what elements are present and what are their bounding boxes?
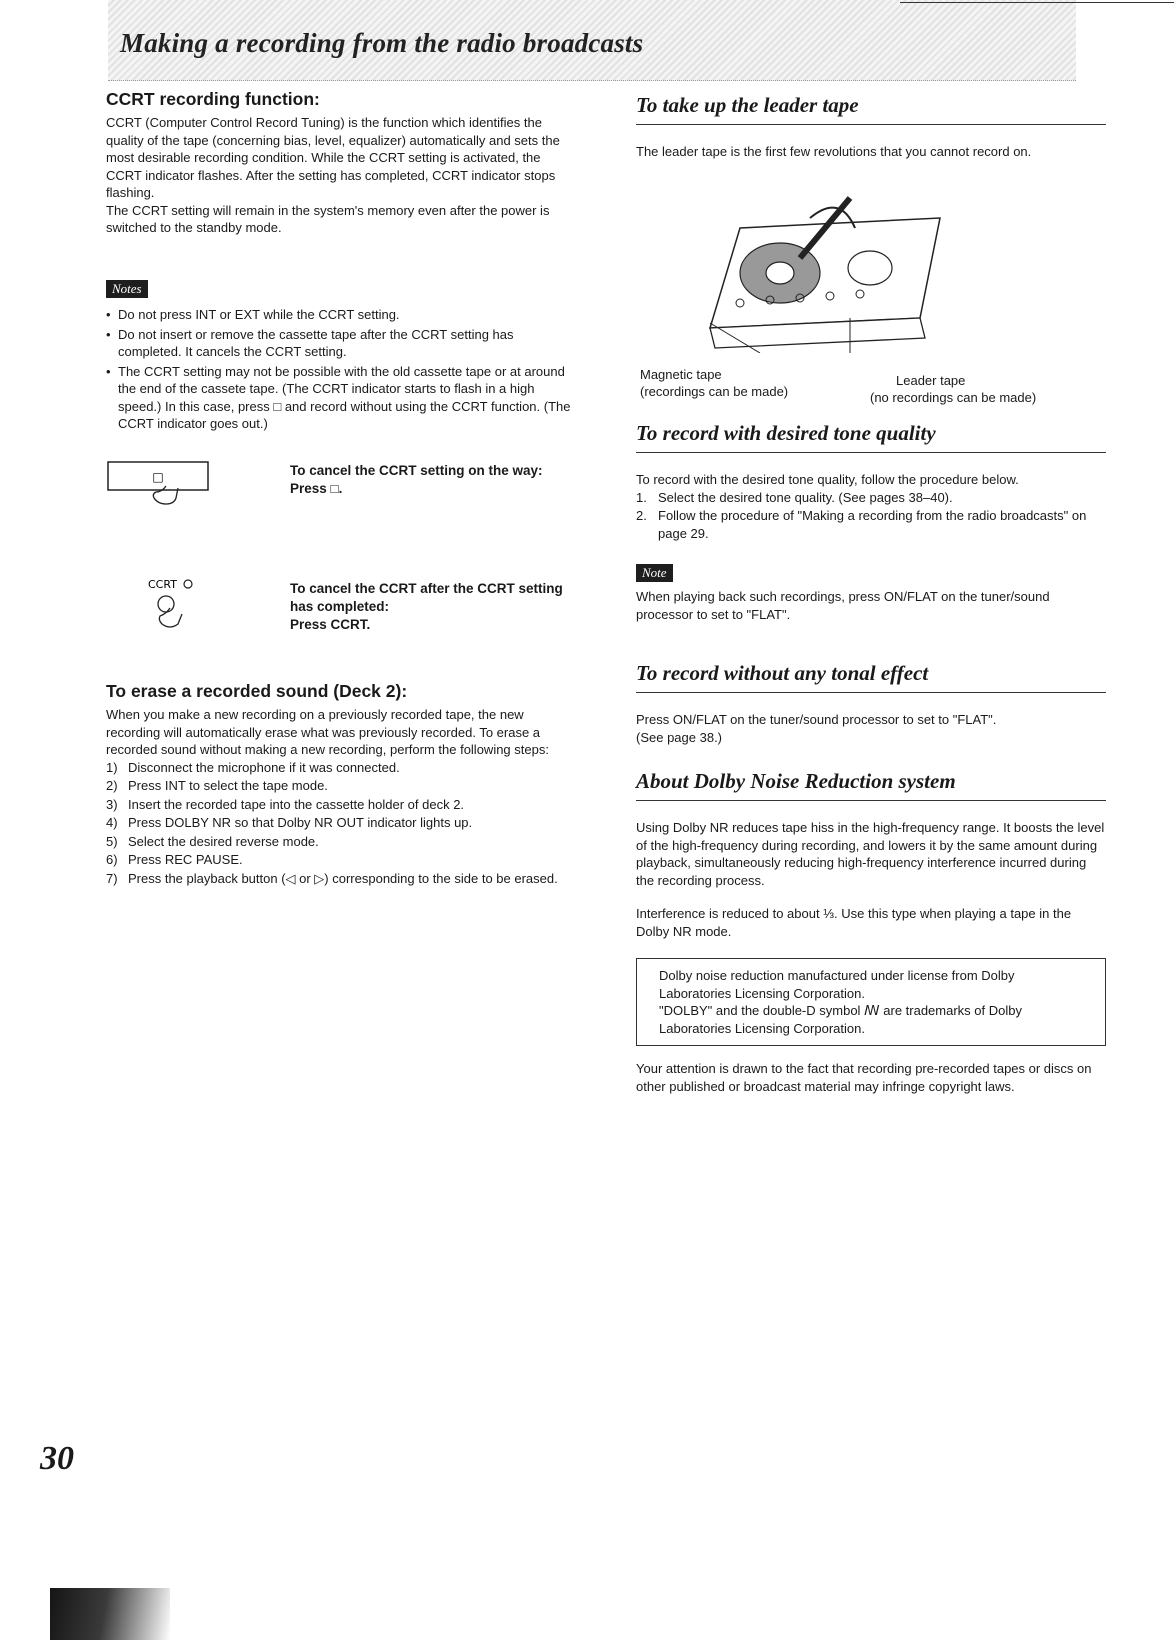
erase-step: 1) Disconnect the microphone if it was connected. [106,759,400,775]
note-item: • Do not press INT or EXT while the CCRT setting. [106,306,576,324]
tone-steps [636,489,1106,543]
erase-step: 4) Press DOLBY NR so that Dolby NR OUT indicator lights up. [106,815,473,830]
cancel-after-instruction [290,580,570,634]
cassette-illustration [700,188,970,353]
note-badge: Note [636,564,673,582]
ccrt-memory: The CCRT setting will remain in the system's memory even after the power is switched to the standby mode. [106,202,550,235]
ccrt-heading: CCRT recording function: [106,89,320,109]
dolby-section [636,768,1106,1095]
tone-note: When playing back such recordings, press ON/FLAT on the tuner/sound processor to set to "FLAT". [636,589,1050,622]
dolby-license-box [636,958,1106,1046]
erase-section [106,680,576,888]
page-number: 30 [40,1440,74,1477]
stop-button-illustration [106,458,226,508]
ccrt-body: CCRT (Computer Control Record Tuning) is the function which identifies the quality of the tape (concerning bias, level, equalizer) automatically and sets the most desirable recording condition. While the CCRT setting is activated, the CCRT indicator flashes. After the setting has completed, CCRT indicator stops flashing. [106,115,560,200]
ccrt-notes [106,280,576,435]
cancel-setting-action: Press □. [290,481,343,496]
leader-section [636,92,1106,161]
page-title: Making a recording from the radio broadcasts [120,28,644,58]
corner-shadow [50,1588,170,1640]
erase-step: 6) Press REC PAUSE. [106,852,243,867]
cancel-setting-instruction [290,462,570,498]
dolby-body-2: Interference is reduced to about ⅓. Use this type when playing a tape in the Dolby NR mode. [636,906,1072,939]
tape-reel-right [848,251,892,285]
notes-list [106,306,576,433]
erase-step: 3) Insert the recorded tape into the cassette holder of deck 2. [106,796,465,812]
copyright-notice: Your attention is drawn to the fact that recording pre-recorded tapes or discs on other published or broadcast material may infringe copyright laws. [636,1061,1092,1094]
ccrt-button-icon [158,596,174,612]
cancel-after-action: Press CCRT. [290,617,371,632]
flat-section [636,660,1106,746]
erase-step: 7) Press the playback button (◁ or ▷) corresponding to the side to be erased. [106,870,558,886]
note-item: • Do not insert or remove the cassette tape after the CCRT setting has completed. It cancels the CCRT setting. [106,326,576,361]
dolby-license-1: Dolby noise reduction manufactured under license from Dolby Laboratories Licensing Corporation. [659,968,1015,1001]
magnetic-tape-label: Magnetic tape (recordings can be made) [640,367,789,399]
leader-tape-label: Leader tape (no recordings can be made) [870,373,1037,405]
dolby-license-2: "DOLBY" and the double-D symbol ꟿ are trademarks of Dolby Laboratories Licensing Corporation. [659,1003,1022,1036]
erase-steps [106,759,576,888]
cancel-setting-title: To cancel the CCRT setting on the way: [290,463,543,478]
ccrt-section [106,88,576,237]
tone-step: 1. Select the desired tone quality. (See pages 38–40). [636,489,953,505]
header-rule [900,2,1174,3]
flat-see: (See page 38.) [636,729,723,745]
flat-heading: To record without any tonal effect [636,660,1106,693]
cancel-after-title: To cancel the CCRT after the CCRT setting has completed: [290,581,563,614]
flat-body: Press ON/FLAT on the tuner/sound processor to set to "FLAT". [636,712,997,727]
tone-heading: To record with desired tone quality [636,420,1106,453]
ccrt-button-label: CCRT [148,578,177,591]
dolby-body-1: Using Dolby NR reduces tape hiss in the high-frequency range. It boosts the level of the high-frequency during recording, and lowers it by the same amount during playback, simultaneously reducing high-frequency interference incurred during the recording process. [636,820,1105,888]
leader-heading: To take up the leader tape [636,92,1106,125]
leader-body: The leader tape is the first few revolutions that you cannot record on. [636,144,1032,159]
tone-section [636,420,1106,623]
erase-step: 2) Press INT to select the tape mode. [106,778,328,793]
note-item: • The CCRT setting may not be possible with the old cassette tape or at around the end of the cassete tape. (The CCRT indicator starts to flash in a high speed.) In this case, press □ and record without using the CCRT function. (The CCRT indicator goes out.) [106,363,576,433]
tone-body: To record with the desired tone quality, follow the procedure below. [636,472,1019,487]
erase-step: 5) Select the desired reverse mode. [106,833,319,849]
dolby-heading: About Dolby Noise Reduction system [636,768,1106,801]
ccrt-button-illustration [146,574,216,634]
erase-body: When you make a new recording on a previously recorded tape, the new recording will automatically erase what was previously recorded. To erase a recorded sound without making a new recording, perform the following steps: [106,707,549,757]
erase-heading: To erase a recorded sound (Deck 2): [106,681,408,701]
ccrt-indicator-icon [184,580,192,588]
reel-hub-left [766,262,794,284]
notes-badge: Notes [106,280,148,298]
stop-button-symbol: □ [152,470,164,484]
tone-step: 2. Follow the procedure of "Making a recording from the radio broadcasts" on page 29. [636,508,1087,541]
